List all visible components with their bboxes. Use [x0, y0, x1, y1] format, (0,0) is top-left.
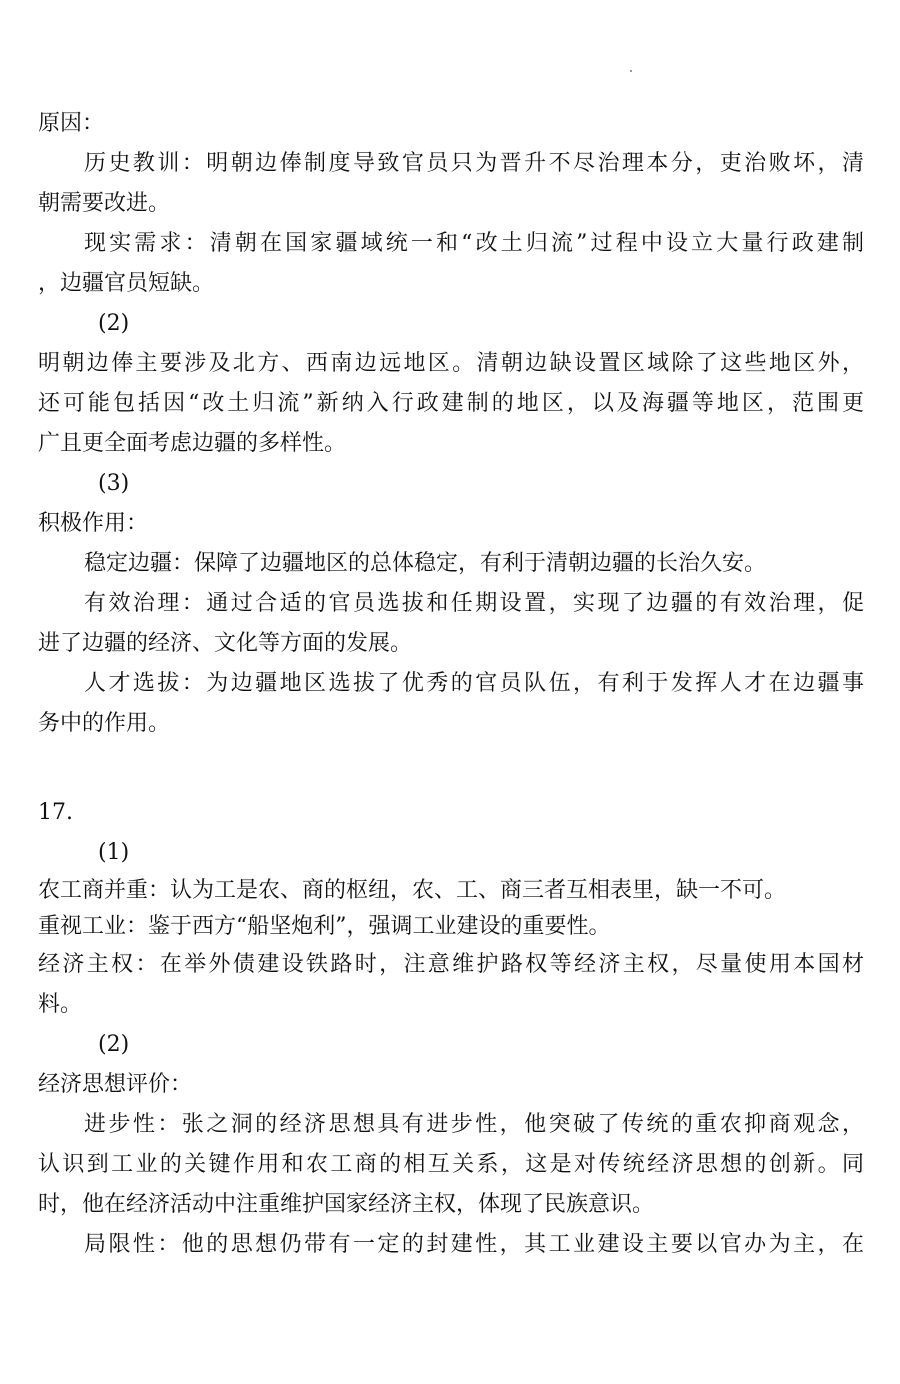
text-line: 还可能包括因“改土归流”新纳入行政建制的地区，以及海疆等地区，范围更	[38, 391, 864, 416]
text-line: 朝需要改进。	[38, 191, 171, 216]
text-line: 历史教训：明朝边俸制度导致官员只为晋升不尽治理本分，吏治败坏，清	[84, 151, 864, 176]
text-line: 认识到工业的关键作用和农工商的相互关系，这是对传统经济思想的创新。同	[38, 1152, 864, 1177]
text-line: 广且更全面考虑边疆的多样性。	[38, 431, 347, 456]
answer-text	[38, 104, 864, 1265]
text-line: 有效治理：通过合适的官员选拔和任期设置，实现了边疆的有效治理，促	[84, 591, 864, 616]
text-line: 进步性：张之洞的经济思想具有进步性，他突破了传统的重农抑商观念，	[84, 1112, 864, 1137]
page-dot-mark	[630, 70, 632, 72]
text-line: 局限性：他的思想仍带有一定的封建性，其工业建设主要以官办为主，在	[84, 1232, 864, 1257]
text-line: 重视工业：鉴于西方“船坚炮利”，强调工业建设的重要性。	[38, 914, 611, 939]
sub-question-number: (1)	[98, 840, 130, 865]
text-line: 原因：	[38, 111, 105, 136]
text-line: 料。	[38, 992, 83, 1017]
text-line: 进了边疆的经济、文化等方面的发展。	[38, 631, 413, 656]
sub-question-number: (2)	[98, 1032, 130, 1057]
text-line: 务中的作用。	[38, 711, 171, 736]
text-line: 明朝边俸主要涉及北方、西南边远地区。清朝边缺设置区域除了这些地区外，	[38, 351, 864, 376]
text-line: 稳定边疆：保障了边疆地区的总体稳定，有利于清朝边疆的长治久安。	[84, 551, 767, 576]
text-line: 积极作用：	[38, 511, 149, 536]
text-line: 人才选拔：为边疆地区选拔了优秀的官员队伍，有利于发挥人才在边疆事	[84, 671, 864, 696]
text-line: ，边疆官员短缺。	[38, 271, 215, 296]
text-line: 经济思想评价：	[38, 1072, 193, 1097]
text-line: 经济主权：在举外债建设铁路时，注意维护路权等经济主权，尽量使用本国材	[38, 952, 864, 977]
text-line: 现实需求：清朝在国家疆域统一和“改土归流”过程中设立大量行政建制	[84, 231, 864, 256]
text-line: 农工商并重：认为工是农、商的枢纽，农、工、商三者互相表里，缺一不可。	[38, 878, 787, 903]
sub-question-number: (2)	[98, 311, 130, 336]
sub-question-number: (3)	[98, 471, 130, 496]
question-number: 17.	[38, 800, 73, 825]
text-line: 时，他在经济活动中注重维护国家经济主权，体现了民族意识。	[38, 1192, 655, 1217]
